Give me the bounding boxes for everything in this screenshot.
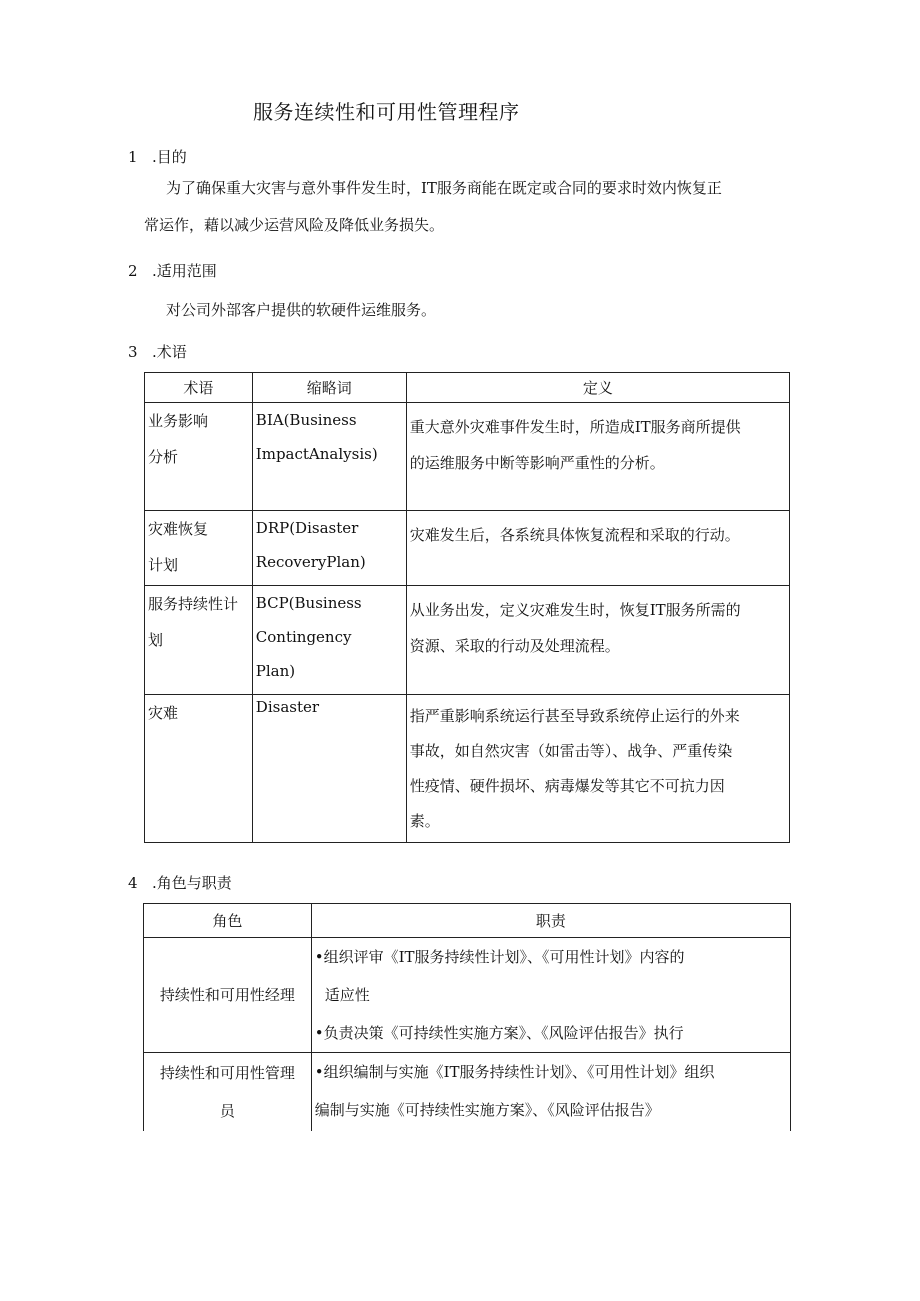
section-heading-scope	[128, 260, 217, 281]
section-title: .适用范围	[152, 262, 217, 280]
header-abbr: 缩略词	[252, 373, 406, 403]
def-cell: 重大意外灾难事件发生时，所造成IT服务商所提供 的运维服务中断等影响严重性的分析。	[406, 403, 789, 511]
duties-cell: •组织编制与实施《IT服务持续性计划》、《可用性计划》组织 编制与实施《可持续性实施方案》、《风险评估报告》	[311, 1053, 790, 1131]
role-cell: 持续性和可用性经理	[144, 938, 312, 1053]
section-title: .目的	[152, 148, 187, 166]
def-cell: 灾难发生后，各系统具体恢复流程和采取的行动。	[406, 511, 789, 586]
purpose-line-2: 常运作，藉以减少运营风险及降低业务损失。	[144, 216, 445, 234]
duties-cell: •组织评审《IT服务持续性计划》、《可用性计划》内容的 适应性 •负责决策《可持续性实施方案》、《风险评估报告》执行	[311, 938, 790, 1053]
terms-table	[144, 372, 790, 843]
header-def: 定义	[406, 373, 789, 403]
header-role: 角色	[144, 904, 312, 938]
abbr-cell: BCP(Business Contingency Plan)	[252, 586, 406, 695]
term-cell: 业务影响 分析	[145, 403, 253, 511]
header-duties: 职责	[311, 904, 790, 938]
table-row	[145, 403, 790, 511]
section-heading-roles	[128, 872, 232, 893]
term-cell: 灾难	[145, 695, 253, 843]
table-row	[145, 695, 790, 843]
section-number: 4	[128, 874, 138, 892]
section-title: .角色与职责	[152, 874, 232, 892]
def-cell: 指严重影响系统运行甚至导致系统停止运行的外来 事故，如自然灾害（如雷击等）、战争、严重传染 性疫情、硬件损坏、病毒爆发等其它不可抗力因 素。	[406, 695, 789, 843]
table-row	[144, 938, 791, 1053]
section-number: 3	[128, 343, 138, 361]
role-cell: 持续性和可用性管理 员	[144, 1053, 312, 1131]
table-row	[145, 511, 790, 586]
abbr-cell: Disaster	[252, 695, 406, 843]
table-row	[145, 586, 790, 695]
term-cell: 灾难恢复 计划	[145, 511, 253, 586]
abbr-cell: DRP(Disaster RecoveryPlan)	[252, 511, 406, 586]
roles-table	[143, 903, 791, 1131]
scope-text: 对公司外部客户提供的软硬件运维服务。	[166, 301, 437, 319]
term-cell: 服务持续性计 划	[145, 586, 253, 695]
section-title: .术语	[152, 343, 187, 361]
section-heading-purpose	[128, 146, 187, 167]
purpose-line-1: 为了确保重大灾害与意外事件发生时，IT服务商能在既定或合同的要求时效内恢复正	[166, 179, 722, 197]
section-number: 2	[128, 262, 138, 280]
table-row	[144, 1053, 791, 1131]
page-title: 服务连续性和可用性管理程序	[253, 100, 520, 124]
roles-header-row	[144, 904, 791, 938]
def-cell: 从业务出发，定义灾难发生时，恢复IT服务所需的 资源、采取的行动及处理流程。	[406, 586, 789, 695]
section-number: 1	[128, 148, 138, 166]
abbr-cell: BIA(Business ImpactAnalysis)	[252, 403, 406, 511]
section-heading-terms	[128, 341, 187, 362]
header-term: 术语	[145, 373, 253, 403]
terms-header-row	[145, 373, 790, 403]
